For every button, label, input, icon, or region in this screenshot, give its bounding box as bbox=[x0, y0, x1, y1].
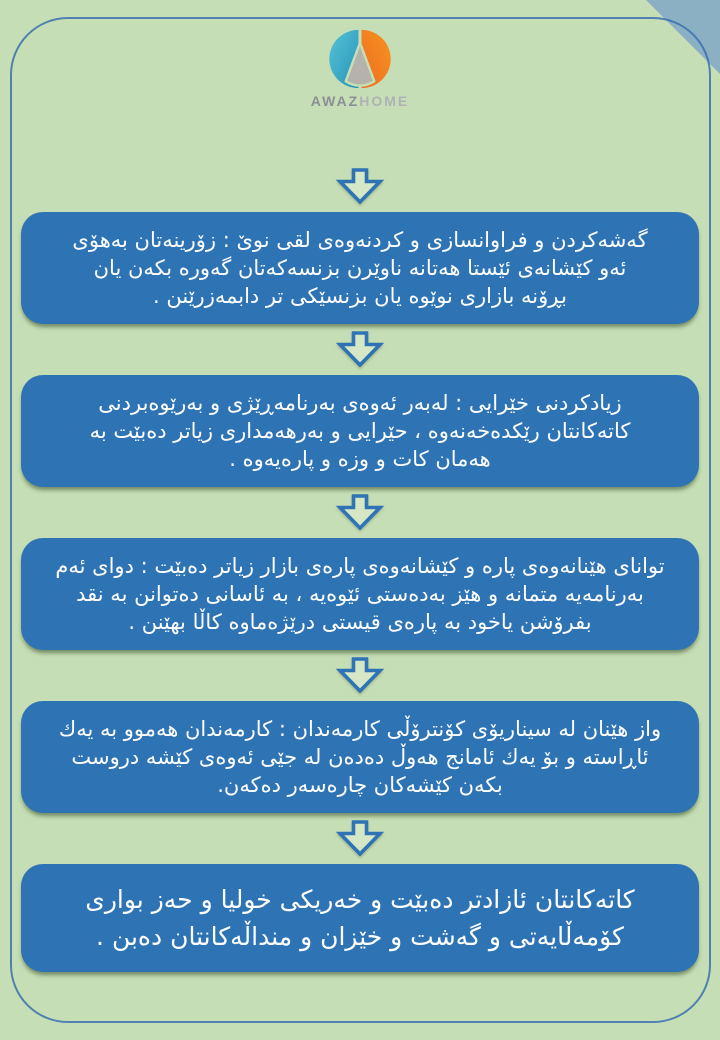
logo-wordmark bbox=[311, 94, 409, 108]
step-box-1 bbox=[21, 212, 699, 324]
step-5-line-1: کاتەکانتان ئازادتر دەبێت و خەریکی خولیا و حەز بواری bbox=[85, 885, 635, 914]
step-5-line-2: کۆمەڵایەتی و گەشت و خێزان و منداڵەکانتان دەبن . bbox=[96, 922, 624, 951]
down-arrow-icon bbox=[336, 331, 384, 367]
step-3-line-1: توانای هێنانەوەی پارە و کێشانەوەی پارەی بازار زیاتر دەبێت : دوای ئەم bbox=[55, 554, 665, 578]
logo-text-home: HOME bbox=[359, 93, 410, 109]
logo-text-awaz: AWAZ bbox=[310, 93, 360, 109]
down-arrow-icon bbox=[336, 494, 384, 530]
step-4-line-3: بکەن کێشەکان چارەسەر دەکەن. bbox=[217, 773, 503, 797]
step-box-2 bbox=[21, 375, 699, 487]
step-1-line-2: ئەو کێشانەی ئێستا هەتانە ناوێرن بزنسەکەتان گەورە بکەن یان bbox=[93, 256, 627, 280]
step-2-line-1: زیادکردنی خێرایی : لەبەر ئەوەی بەرنامەڕێژی و بەرێوەبردنی bbox=[98, 391, 622, 415]
step-box-5 bbox=[21, 864, 699, 972]
down-arrow-icon bbox=[336, 820, 384, 856]
step-1-line-1: گەشەکردن و فراوانسازی و کردنەوەی لقی نوێ : زۆرینەتان بەهۆی bbox=[72, 228, 648, 252]
logo bbox=[311, 28, 409, 108]
down-arrow-icon bbox=[336, 168, 384, 204]
awazhome-logo-icon bbox=[329, 28, 391, 90]
step-box-4 bbox=[21, 701, 699, 813]
step-3-line-3: بفرۆشن یاخود بە پارەی قیستی درێژەماوە کاڵا بهێنن . bbox=[128, 610, 592, 634]
step-1-line-3: بڕۆنە بازاری نوێوە یان بزنسێکی تر دابمەزرێنن . bbox=[153, 284, 567, 308]
step-4-line-2: ئاڕاستە و بۆ یەك ئامانج هەوڵ دەدەن لە جێی ئەوەی کێشە دروست bbox=[71, 745, 649, 769]
step-2-line-3: هەمان کات و وزە و پارەیەوە . bbox=[229, 447, 491, 471]
step-3-line-2: بەرنامەیە متمانە و هێز بەدەستی ئێوەیە ، بە ئاسانی دەتوانن بە نقد bbox=[76, 582, 644, 606]
step-2-line-2: کاتەکانتان رێکدەخەنەوە ، حێرایی و بەرهەمداری زیاتر دەبێت بە bbox=[89, 419, 631, 443]
down-arrow-icon bbox=[336, 657, 384, 693]
step-box-3 bbox=[21, 538, 699, 650]
step-4-line-1: واز هێنان لە سیناریۆی کۆنترۆڵی کارمەندان : کارمەندان هەموو بە یەك bbox=[58, 717, 662, 741]
